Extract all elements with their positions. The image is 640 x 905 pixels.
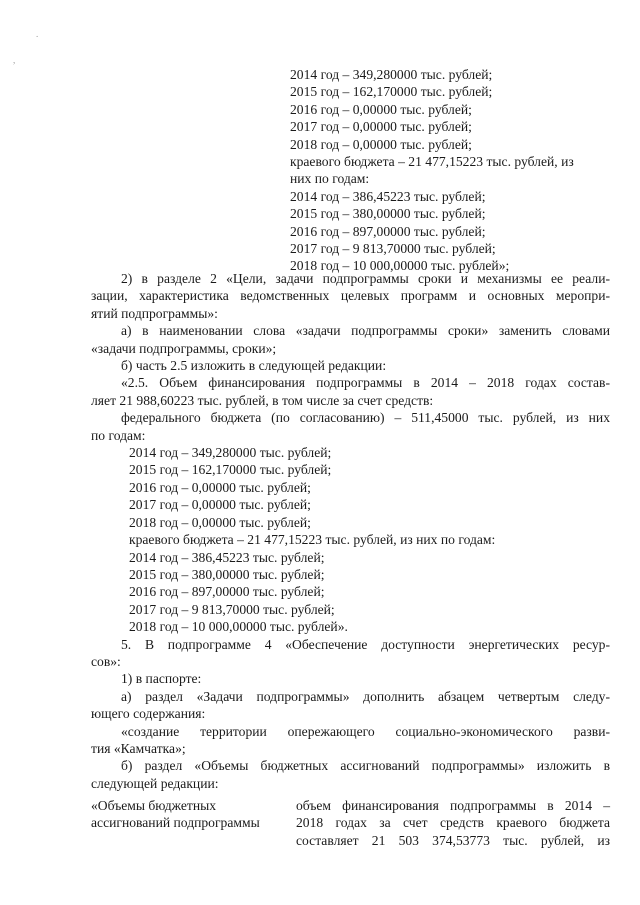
- table-value-line: составляет 21 503 374,53773 тыс. рублей, из: [296, 832, 610, 848]
- text-line: 2014 год – 349,280000 тыс. рублей;: [290, 67, 493, 82]
- funding-by-year-block: [290, 66, 610, 275]
- paragraph-line: 2) в разделе 2 «Цели, задачи подпрограммы сроки и механизмы ее реали-: [121, 271, 610, 286]
- text-line: 2016 год – 0,00000 тыс. рублей;: [290, 101, 472, 117]
- paragraph-line: 2016 год – 897,00000 тыс. рублей;: [129, 584, 325, 600]
- paragraph-line: зации, характеристика ведомственных целевых программ и основных меропри-: [91, 288, 610, 304]
- paragraph-line: 2017 год – 0,00000 тыс. рублей;: [129, 497, 311, 513]
- paragraph-line: тия «Камчатка»;: [91, 740, 186, 756]
- paragraph-line: 2014 год – 349,280000 тыс. рублей;: [129, 445, 332, 461]
- paragraph-line: а) раздел «Задачи подпрограммы» дополнить абзацем четвертым следу-: [121, 688, 610, 704]
- paragraph-line: 5. В подпрограмме 4 «Обеспечение доступности энергетических ресур-: [121, 636, 610, 652]
- paragraph-line: 2016 год – 0,00000 тыс. рублей;: [129, 479, 311, 495]
- text-line: 2015 год – 162,170000 тыс. рублей;: [290, 84, 493, 100]
- paragraph-line: 2014 год – 386,45223 тыс. рублей;: [129, 549, 325, 565]
- text-line: 2016 год – 897,00000 тыс. рублей;: [290, 223, 486, 239]
- paragraph-line: «создание территории опережающего социально-экономического разви-: [121, 723, 610, 739]
- paragraph-line: ятий подпрограммы»:: [91, 305, 218, 321]
- paragraph-line: 2015 год – 380,00000 тыс. рублей;: [129, 566, 325, 582]
- paragraph-line: 2018 год – 0,00000 тыс. рублей;: [129, 514, 311, 530]
- table-label-line: ассигнований подпрограммы: [91, 815, 260, 831]
- paragraph-line: «задачи подпрограммы, сроки»;: [91, 340, 277, 356]
- paragraph-line: «2.5. Объем финансирования подпрограммы в 2014 – 2018 годах состав-: [121, 375, 610, 391]
- scan-speck: .: [36, 29, 39, 39]
- paragraph-line: федерального бюджета (по согласованию) – 511,45000 тыс. рублей, из них: [121, 410, 610, 426]
- paragraph-line: 2015 год – 162,170000 тыс. рублей;: [129, 462, 332, 478]
- paragraph-line: ляет 21 988,60223 тыс. рублей, в том числе за счет средств:: [91, 392, 434, 408]
- table-value-line: объем финансирования подпрограммы в 2014 –: [296, 798, 610, 813]
- paragraph-line: 2017 год – 9 813,70000 тыс. рублей;: [129, 601, 335, 617]
- table-label-line: «Объемы бюджетных: [91, 798, 217, 813]
- text-line: них по годам:: [290, 171, 370, 187]
- text-line: 2018 год – 10 000,00000 тыс. рублей»;: [290, 258, 510, 274]
- text-line: 2015 год – 380,00000 тыс. рублей;: [290, 206, 486, 222]
- paragraph-line: б) раздел «Объемы бюджетных ассигнований подпрограммы» изложить в: [121, 758, 610, 774]
- text-line: 2018 год – 0,00000 тыс. рублей;: [290, 136, 472, 152]
- paragraph-line: а) в наименовании слова «задачи подпрограммы сроки» заменить словами: [121, 323, 610, 339]
- text-line: 2014 год – 386,45223 тыс. рублей;: [290, 188, 486, 204]
- text-line: краевого бюджета – 21 477,15223 тыс. рублей, из: [290, 154, 574, 170]
- paragraph-line: 1) в паспорте:: [121, 671, 202, 687]
- paragraph-line: следующей редакции:: [91, 775, 219, 791]
- paragraph-line: краевого бюджета – 21 477,15223 тыс. рублей, из них по годам:: [129, 532, 496, 548]
- table-label-cell: [91, 797, 286, 832]
- document-body: [91, 270, 610, 792]
- scan-speck: ,: [13, 55, 16, 65]
- table-value-line: 2018 годах за счет средств краевого бюджета: [296, 815, 610, 831]
- table-value-cell: [296, 797, 610, 849]
- paragraph-line: по годам:: [91, 427, 146, 443]
- text-line: 2017 год – 9 813,70000 тыс. рублей;: [290, 241, 496, 257]
- paragraph-line: ющего содержания:: [91, 706, 206, 722]
- paragraph-line: сов»:: [91, 653, 121, 669]
- text-line: 2017 год – 0,00000 тыс. рублей;: [290, 119, 472, 135]
- paragraph-line: 2018 год – 10 000,00000 тыс. рублей».: [129, 619, 348, 635]
- paragraph-line: б) часть 2.5 изложить в следующей редакции:: [121, 358, 387, 374]
